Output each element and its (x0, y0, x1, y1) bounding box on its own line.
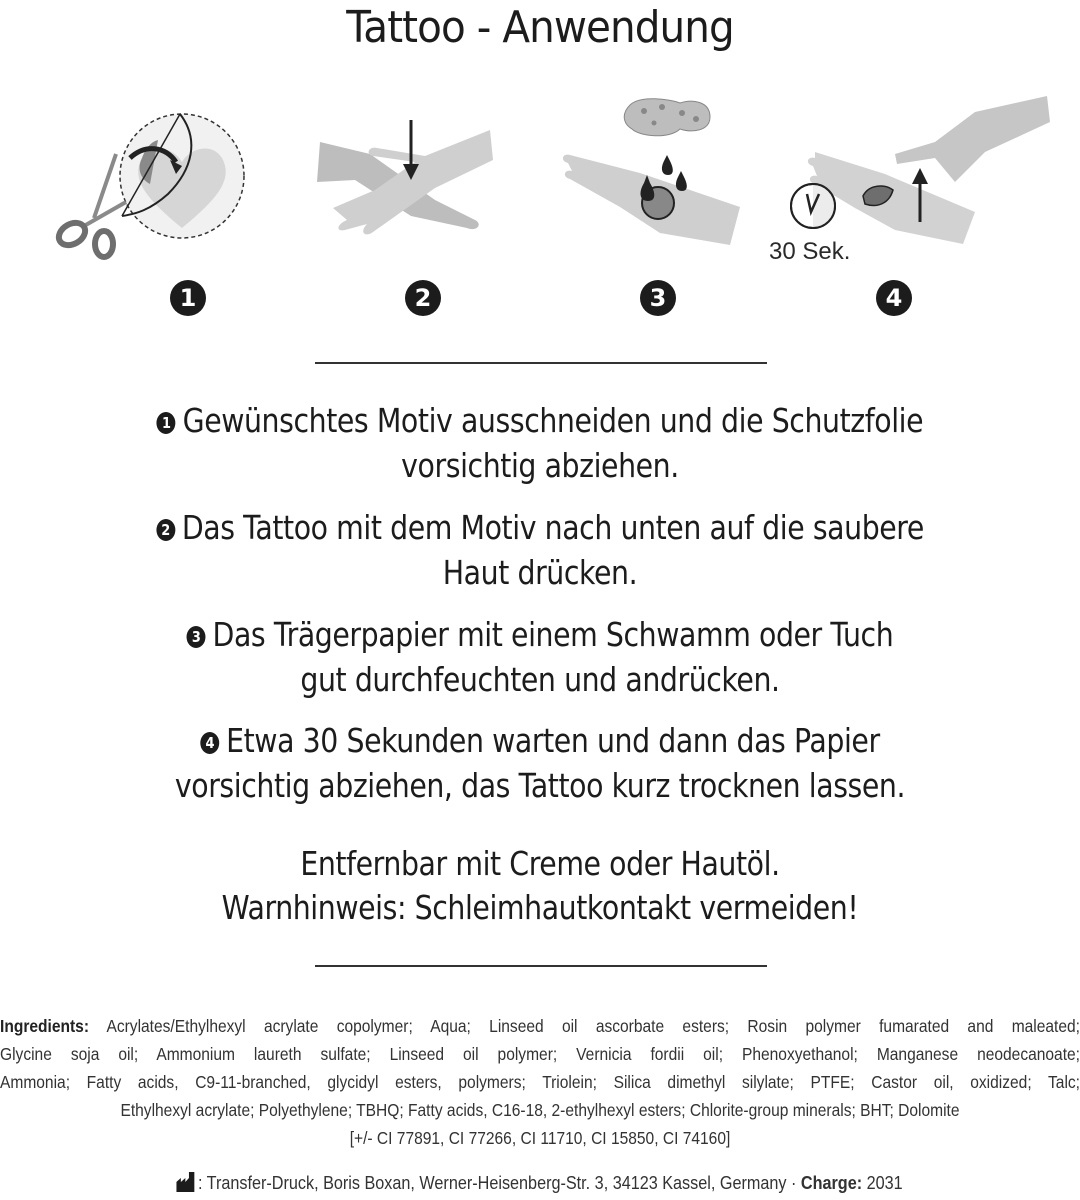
charge-label: Charge: (801, 1173, 863, 1193)
bullet-4-icon: 4 (200, 732, 219, 754)
ingredients-line-5: [+/- CI 77891, CI 77266, CI 11710, CI 15850, CI 74160] (349, 1128, 731, 1148)
warning-note: Warnhinweis: Schleimhautkontakt vermeiden! (221, 888, 859, 927)
hand-press-down-icon (315, 120, 495, 250)
ingredients-label: Ingredients: (0, 1016, 90, 1036)
instruction-line: vorsichtig abziehen, das Tattoo kurz trocknen lassen. (174, 766, 906, 805)
timer-label: 30 Sek. (769, 238, 851, 265)
bullet-3-icon: 3 (187, 626, 206, 648)
removal-note: Entfernbar mit Creme oder Hautöl. (300, 844, 780, 883)
ingredients-line-4: Ethylhexyl acrylate; Polyethylene; TBHQ; Fatty acids, C16-18, 2-ethylhexyl esters; Chlorite-group minerals; BHT; Dolomite (120, 1100, 960, 1120)
step-number-3: 3 (640, 280, 676, 316)
divider-bottom (315, 965, 767, 967)
sponge-wet-hand-icon (560, 95, 750, 255)
scissors-cut-heart-icon (50, 110, 250, 260)
bullet-2-icon: 2 (156, 519, 175, 541)
step-number-2: 2 (405, 280, 441, 316)
ingredients-line-3: Ammonia; Fatty acids, C9-11-branched, glycidyl esters, polymers; Triolein; Silica dimethyl silylate; PTFE; Castor oil, oxidized; Talc; (0, 1072, 1080, 1092)
instruction-line: Das Trägerpapier mit einem Schwamm oder Tuch (212, 615, 894, 654)
instruction-line: Das Tattoo mit dem Motiv nach unten auf die saubere (181, 508, 924, 547)
instruction-line: Etwa 30 Sekunden warten und dann das Papier (226, 721, 880, 760)
step-number-4: 4 (876, 280, 912, 316)
instruction-step-3 (76, 612, 1005, 702)
ingredients-line-1: Ingredients: Acrylates/Ethylhexyl acrylate copolymer; Aqua; Linseed oil ascorbate esters; Rosin polymer fumarated and maleated; (0, 1016, 1080, 1036)
instruction-line: gut durchfeuchten und andrücken. (300, 660, 780, 699)
instruction-step-2 (76, 505, 1005, 595)
charge-value: 2031 (867, 1173, 904, 1193)
ingredients-block (0, 1012, 1080, 1152)
factory-icon (177, 1172, 197, 1192)
instruction-step-4 (76, 718, 1005, 808)
manufacturer-info (0, 1172, 1080, 1194)
instruction-line: Gewünschtes Motiv ausschneiden und die Schutzfolie (182, 401, 924, 440)
page-title: Tattoo - Anwendung (346, 2, 734, 53)
peel-paper-timer-icon (785, 92, 1050, 252)
bullet-1-icon: 1 (157, 412, 176, 434)
instruction-line: Haut drücken. (442, 553, 638, 592)
instruction-line: vorsichtig abziehen. (401, 446, 679, 485)
instruction-step-1 (76, 398, 1005, 488)
step-number-1: 1 (170, 280, 206, 316)
divider-top (315, 362, 767, 364)
ingredients-line-2: Glycine soja oil; Ammonium laureth sulfate; Linseed oil polymer; Vernicia fordii oil; Phenoxyethanol; Manganese neodecanoate; (0, 1044, 1080, 1064)
manufacturer-address: : Transfer-Druck, Boris Boxan, Werner-Heisenberg-Str. 3, 34123 Kassel, Germany · (198, 1173, 802, 1193)
